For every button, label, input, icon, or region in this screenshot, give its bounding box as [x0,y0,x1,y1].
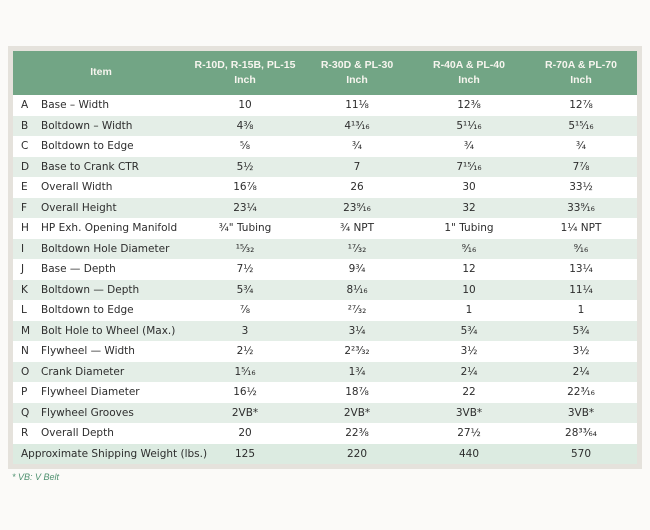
row-value: 5¹⁵⁄₁₆ [568,119,594,132]
row-value: 20 [238,427,252,440]
row-letter: F [21,201,28,214]
row-value: 2VB* [343,406,371,419]
row-item-label: Base – Width [41,99,109,112]
row-item-label: HP Exh. Opening Manifold [41,222,178,235]
header-unit-label: Inch [234,74,256,86]
table-row [13,157,637,178]
table-row [13,177,637,198]
header-item-label: Item [90,66,112,79]
row-value: 3VB* [567,406,595,419]
row-value: 3 [241,324,249,337]
header-model-label: R-40A & PL-40 [433,58,505,71]
header-model-cell [413,51,525,95]
row-value: ²⁷⁄₃₂ [347,304,367,317]
row-value: 26 [350,181,364,194]
header-model-label: R-10D, R-15B, PL-15 [194,58,296,71]
row-value: 9¾ [348,263,366,276]
row-item-label: Flywheel Diameter [41,386,140,399]
row-value: 11¼ [569,283,593,296]
row-value: 22 [462,386,476,399]
row-value: 4¹³⁄₁₆ [344,119,370,132]
row-value: 30 [462,181,476,194]
shipping-weight-value: 125 [234,447,256,460]
row-value: ¾ [463,140,475,153]
row-letter: C [21,140,29,153]
row-letter: L [21,304,27,317]
row-value: 18⅞ [345,386,369,399]
header-row [13,51,637,95]
row-value: 22⅜ [345,427,369,440]
row-value: 5½ [236,160,254,173]
table-row [13,218,637,239]
row-item-label: Base to Crank CTR [41,160,139,173]
row-value: ¹⁵⁄₃₂ [235,242,255,255]
row-value: 1" Tubing [444,222,494,235]
row-value: 22³⁄₁₆ [567,386,595,399]
table-row [13,341,637,362]
row-letter: E [21,181,28,194]
row-value: ⅝ [239,140,251,153]
row-value: ⁹⁄₁₆ [461,242,477,255]
table-row [13,423,637,444]
table-row [13,239,637,260]
row-value: 5¾ [572,324,590,337]
row-value: 23⁹⁄₁₆ [343,201,371,214]
row-value: ¾" Tubing [218,222,272,235]
row-value: 3½ [460,345,478,358]
row-value: 10 [462,283,476,296]
row-value: ¾ [575,140,587,153]
row-letter: O [21,365,30,378]
row-value: 5¾ [460,324,478,337]
row-item-label: Crank Diameter [41,365,125,378]
table-row [13,403,637,424]
row-value: 3VB* [455,406,483,419]
table-row [13,198,637,219]
row-value: 8¹⁄₁₆ [346,283,368,296]
row-item-label: Base — Depth [41,263,116,276]
shipping-weight-value: 570 [570,447,592,460]
table-row [13,259,637,280]
spec-table [13,51,637,464]
row-value: 11⅛ [345,99,369,112]
row-item-label: Boltdown to Edge [41,304,134,317]
header-model-cell [301,51,413,95]
row-value: ⅞ [239,304,251,317]
row-value: 5¾ [236,283,254,296]
row-value: 33½ [569,181,593,194]
row-item-label: Bolt Hole to Wheel (Max.) [41,324,176,337]
row-item-label: Flywheel — Width [41,345,135,358]
shipping-weight-value: 220 [346,447,368,460]
row-value: 28³³⁄₆₄ [565,427,597,440]
row-value: 7¹⁵⁄₁₆ [456,160,482,173]
row-value: 3½ [572,345,590,358]
row-letter: P [21,386,28,399]
footnote: * VB: V Belt [12,472,60,482]
row-letter: A [21,99,29,112]
row-value: ⁹⁄₁₆ [573,242,589,255]
row-item-label: Overall Height [41,201,117,214]
table-row [13,136,637,157]
row-value: 7½ [236,263,254,276]
row-value: 7⅞ [572,160,590,173]
row-value: 3¼ [348,324,366,337]
shipping-weight-row [13,444,637,465]
row-value: 23¼ [233,201,257,214]
table-row [13,300,637,321]
shipping-weight-label: Approximate Shipping Weight (lbs.) [21,447,208,460]
row-letter: J [21,263,25,276]
header-unit-label: Inch [346,74,368,86]
row-value: 5¹¹⁄₁₆ [456,119,482,132]
row-item-label: Overall Width [41,181,113,194]
table-row [13,280,637,301]
header-model-cell [525,51,637,95]
row-value: 7 [353,160,361,173]
row-value: 1 [465,304,473,317]
header-unit-label: Inch [458,74,480,86]
header-model-cell [189,51,301,95]
row-letter: R [21,427,29,440]
row-value: 33⁹⁄₁₆ [567,201,595,214]
table-row [13,321,637,342]
row-value: 2VB* [231,406,259,419]
row-letter: M [21,324,31,337]
table-row [13,116,637,137]
row-letter: I [21,242,25,255]
row-item-label: Boltdown Hole Diameter [41,242,170,255]
row-value: ¹⁷⁄₃₂ [347,242,367,255]
header-item-cell [13,51,189,95]
row-value: 16⅞ [233,181,257,194]
header-unit-label: Inch [570,74,592,86]
table-row [13,362,637,383]
spec-table-card [8,46,642,469]
row-value: 2²³⁄₃₂ [344,345,370,358]
row-value: 2¼ [572,365,590,378]
row-value: 4⅜ [236,119,254,132]
header-model-label: R-30D & PL-30 [320,58,394,71]
row-item-label: Flywheel Grooves [41,406,134,419]
shipping-weight-value: 440 [458,447,480,460]
row-value: 12⅜ [457,99,481,112]
row-letter: D [21,160,30,173]
table-row [13,95,637,116]
row-value: 13¼ [569,263,593,276]
row-item-label: Boltdown – Width [41,119,133,132]
row-letter: Q [21,406,30,419]
row-value: 27½ [457,427,481,440]
row-letter: B [21,119,29,132]
row-value: 1 [577,304,585,317]
row-value: 1⁵⁄₁₆ [234,365,256,378]
row-item-label: Boltdown — Depth [41,283,140,296]
row-value: ¾ NPT [339,222,375,235]
row-value: ¾ [351,140,363,153]
row-letter: N [21,345,29,358]
row-value: 1¼ NPT [560,222,602,235]
row-value: 16½ [233,386,257,399]
row-letter: H [21,222,29,235]
row-value: 1¾ [348,365,366,378]
row-item-label: Boltdown to Edge [41,140,134,153]
row-value: 12 [462,263,476,276]
row-letter: K [21,283,28,296]
row-value: 10 [238,99,252,112]
spec-table-body [13,95,637,464]
row-value: 32 [462,201,476,214]
row-value: 12⅞ [569,99,593,112]
row-item-label: Overall Depth [41,427,114,440]
header-model-label: R-70A & PL-70 [545,58,617,71]
table-row [13,382,637,403]
row-value: 2½ [236,345,254,358]
row-value: 2¼ [460,365,478,378]
